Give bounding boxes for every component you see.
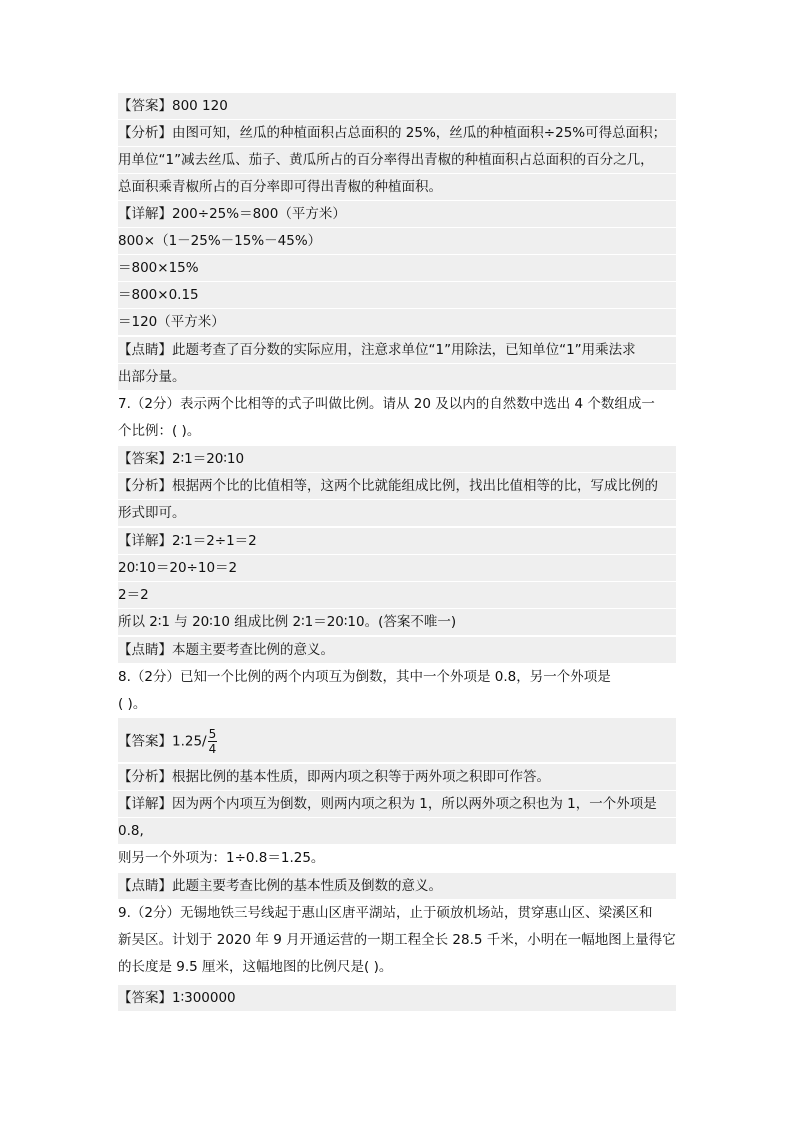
question-8-line: ( )。 bbox=[118, 696, 147, 712]
comment-line: 【点睛】此题考查了百分数的实际应用，注意求单位“1”用除法，已知单位“1”用乘法求 bbox=[118, 337, 676, 363]
detail-line: 800×（1－25%－15%－45%） bbox=[118, 228, 676, 254]
detail-line: 2＝2 bbox=[118, 582, 676, 608]
question-9-line: 9.（2分）无锡地铁三号线起于惠山区唐平湖站，止于硕放机场站，贯穿惠山区、梁溪区和 bbox=[118, 905, 653, 921]
question-7-line: 个比例：( )。 bbox=[118, 423, 201, 439]
answer-line: 【答案】800 120 bbox=[118, 93, 676, 119]
answer-line: 【答案】1∶300000 bbox=[118, 985, 676, 1011]
answer-label bbox=[118, 727, 217, 756]
question-7-line: 7.（2分）表示两个比相等的式子叫做比例。请从 20 及以内的自然数中选出 4 个数组成一 bbox=[118, 396, 655, 412]
detail-line: 则另一个外项为：1÷0.8＝1.25。 bbox=[118, 850, 325, 866]
comment-line: 出部分量。 bbox=[118, 364, 676, 390]
detail-line: 20∶10＝20÷10＝2 bbox=[118, 555, 676, 581]
fraction bbox=[208, 727, 218, 756]
detail-line: ＝800×15% bbox=[118, 255, 676, 281]
analysis-line: 【分析】由图可知，丝瓜的种植面积占总面积的 25%，丝瓜的种植面积÷25%可得总面积； bbox=[118, 120, 676, 146]
detail-line: 【详解】因为两个内项互为倒数，则两内项之积为 1，所以两外项之积也为 1，一个外项是 bbox=[118, 791, 676, 817]
answer-line: 【答案】2∶1＝20∶10 bbox=[118, 446, 676, 472]
analysis-line: 【分析】根据两个比的比值相等，这两个比就能组成比例，找出比值相等的比，写成比例的 bbox=[118, 473, 676, 499]
comment-line: 【点睛】本题主要考查比例的意义。 bbox=[118, 637, 676, 663]
detail-line: 【详解】2∶1＝2÷1＝2 bbox=[118, 528, 676, 554]
question-9-line: 的长度是 9.5 厘米，这幅地图的比例尺是( )。 bbox=[118, 959, 393, 975]
answer-line-fraction bbox=[118, 718, 676, 762]
fraction-denominator: 4 bbox=[208, 742, 217, 756]
detail-line: 【详解】200÷25%＝800（平方米） bbox=[118, 201, 676, 227]
fraction-numerator: 5 bbox=[208, 727, 217, 741]
detail-line: ＝120（平方米） bbox=[118, 309, 676, 335]
question-9-line: 新吴区。计划于 2020 年 9 月开通运营的一期工程全长 28.5 千米，小明在一幅地图上量得它 bbox=[118, 932, 676, 948]
analysis-line: 总面积乘青椒所占的百分率即可得出青椒的种植面积。 bbox=[118, 174, 676, 200]
analysis-line: 【分析】根据比例的基本性质，即两内项之积等于两外项之积即可作答。 bbox=[118, 764, 676, 790]
analysis-line: 形式即可。 bbox=[118, 500, 676, 526]
detail-line: 0.8, bbox=[118, 818, 676, 844]
detail-line: ＝800×0.15 bbox=[118, 282, 676, 308]
question-8-line: 8.（2分）已知一个比例的两个内项互为倒数，其中一个外项是 0.8，另一个外项是 bbox=[118, 669, 611, 685]
comment-line: 【点睛】此题主要考查比例的基本性质及倒数的意义。 bbox=[118, 873, 676, 899]
answer-text: 【答案】1.25/ bbox=[118, 733, 207, 750]
detail-line: 所以 2∶1 与 20∶10 组成比例 2∶1＝20∶10。(答案不唯一) bbox=[118, 609, 676, 635]
analysis-line: 用单位“1”减去丝瓜、茄子、黄瓜所占的百分率得出青椒的种植面积占总面积的百分之几， bbox=[118, 147, 676, 173]
